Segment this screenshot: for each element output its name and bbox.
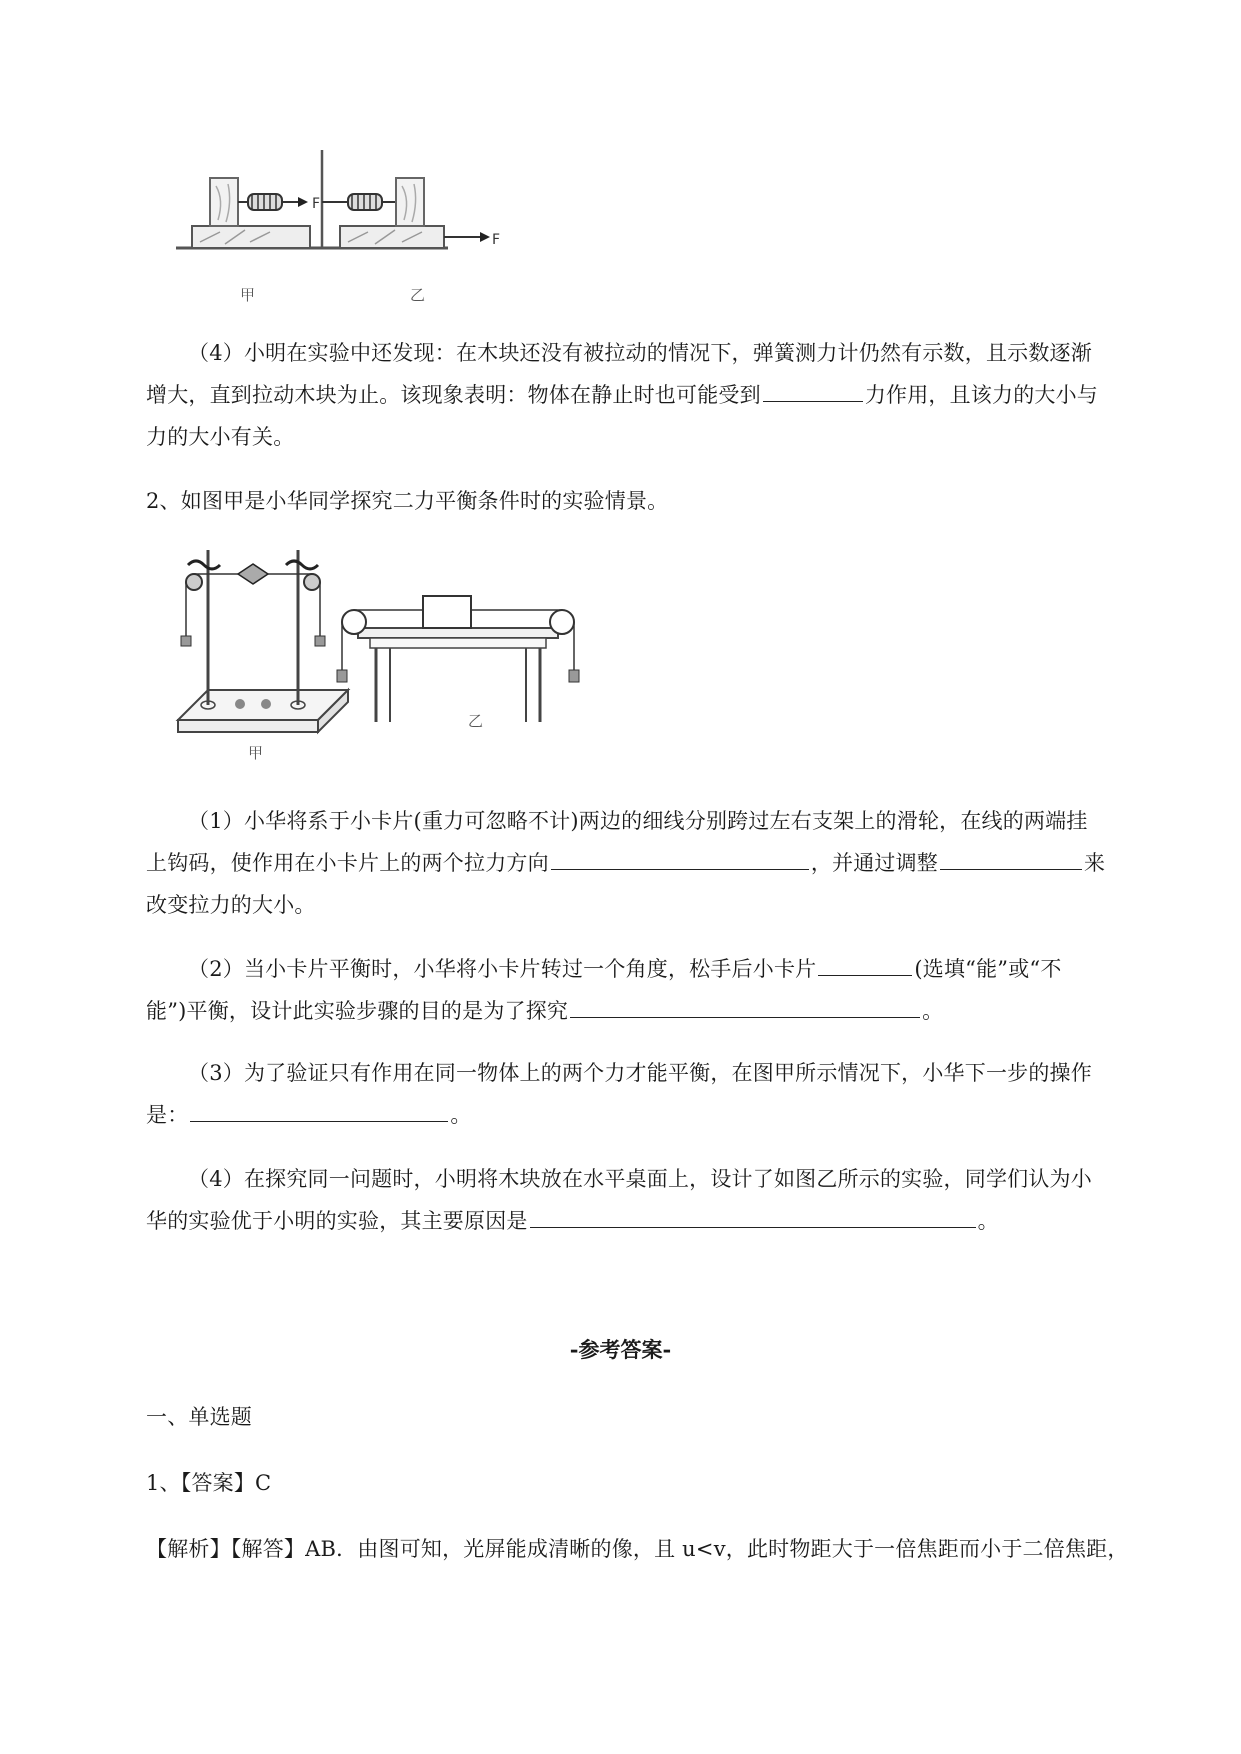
- answer-analysis-text: 【解析】【解答】AB．由图可知，光屏能成清晰的像，且 u<v，此时物距大于一倍焦距而小于二倍焦距，: [146, 1537, 1129, 1561]
- answer-blank: [818, 953, 912, 976]
- force-label-left: F: [312, 196, 321, 212]
- answer-blank: [763, 379, 863, 402]
- figure1-label-right: 乙: [410, 286, 426, 304]
- q1-part4-text-b: 力作用，且该力的大小与: [864, 383, 1099, 407]
- q2-part2-text-c: 能”)平衡，设计此实验步骤的目的是为了探究: [146, 999, 569, 1023]
- force-label-right: F: [492, 232, 501, 248]
- q2-part3: [146, 1052, 1146, 1136]
- q2-part1-text-a: 上钩码，使作用在小卡片上的两个拉力方向: [146, 851, 549, 875]
- q1-part4-line1: （4）小明在实验中还发现：在木块还没有被拉动的情况下，弹簧测力计仍然有示数，且示数逐渐: [188, 341, 1092, 365]
- figure2-label-right: 乙: [468, 712, 484, 730]
- figure1-label-left: 甲: [240, 286, 256, 304]
- q2-part2-line1: [146, 948, 1146, 990]
- q2-part2-text-d: 。: [922, 999, 944, 1023]
- q2-part2-line2: [146, 990, 1146, 1032]
- q2-part4-text-a: 华的实验优于小明的实验，其主要原因是: [146, 1209, 528, 1233]
- balance-experiment-figure: [168, 540, 598, 770]
- q2-part3-text-b: 。: [450, 1103, 472, 1127]
- answers-section-heading: [146, 1396, 1146, 1438]
- q2-intro: [146, 480, 1146, 522]
- q2-part1-line3: 改变拉力的大小。: [146, 893, 316, 917]
- balance-figure-svg: [168, 540, 598, 770]
- q1-part4: [146, 332, 1146, 458]
- friction-figure-svg: [170, 150, 570, 310]
- q1-part4-line2: [146, 374, 1146, 416]
- answers-title: -参考答案-: [569, 1337, 672, 1362]
- q2-part1-line1: （1）小华将系于小卡片(重力可忽略不计)两边的细线分别跨过左右支架上的滑轮，在线的两端挂: [188, 809, 1088, 833]
- answer-item-1: [146, 1462, 1146, 1504]
- q2-part4-line1: （4）在探究同一问题时，小明将木块放在水平桌面上，设计了如图乙所示的实验，同学们认为小: [188, 1167, 1092, 1191]
- q2-part3-text-a: 是：: [146, 1103, 189, 1127]
- q2-part4-text-b: 。: [977, 1209, 999, 1233]
- q2-part4: [146, 1158, 1146, 1242]
- answer-blank: [190, 1099, 448, 1122]
- q2-part2: [146, 948, 1146, 1032]
- answer-blank: [570, 995, 920, 1018]
- q1-part4-line3: 力的大小有关。: [146, 425, 295, 449]
- answers-section-text: 一、单选题: [146, 1405, 252, 1429]
- q2-part1-text-b: ，并通过调整: [810, 851, 939, 875]
- answer-blank: [551, 847, 809, 870]
- q2-part1-line2: [146, 842, 1146, 884]
- q2-intro-text: 2、如图甲是小华同学探究二力平衡条件时的实验情景。: [146, 489, 669, 513]
- answer-blank: [940, 847, 1082, 870]
- q2-part2-text-b: (选填“能”或“不: [914, 957, 1062, 981]
- q1-part4-text-a: 增大，直到拉动木块为止。该现象表明：物体在静止时也可能受到: [146, 383, 761, 407]
- q2-part1: [146, 800, 1146, 926]
- q2-part1-text-c: 来: [1084, 851, 1106, 875]
- q2-part4-line2: [146, 1200, 1146, 1242]
- answer-item-1-text: 1、【答案】C: [146, 1471, 272, 1495]
- q2-part3-line2: [146, 1094, 1146, 1136]
- answer-analysis: [146, 1528, 1146, 1570]
- friction-experiment-figure: [170, 150, 570, 310]
- figure2-label-left: 甲: [248, 744, 264, 762]
- answer-blank: [530, 1205, 976, 1228]
- q2-part2-text-a: （2）当小卡片平衡时，小华将小卡片转过一个角度，松手后小卡片: [188, 957, 817, 981]
- q2-part3-line1: （3）为了验证只有作用在同一物体上的两个力才能平衡，在图甲所示情况下，小华下一步的操作: [188, 1061, 1092, 1085]
